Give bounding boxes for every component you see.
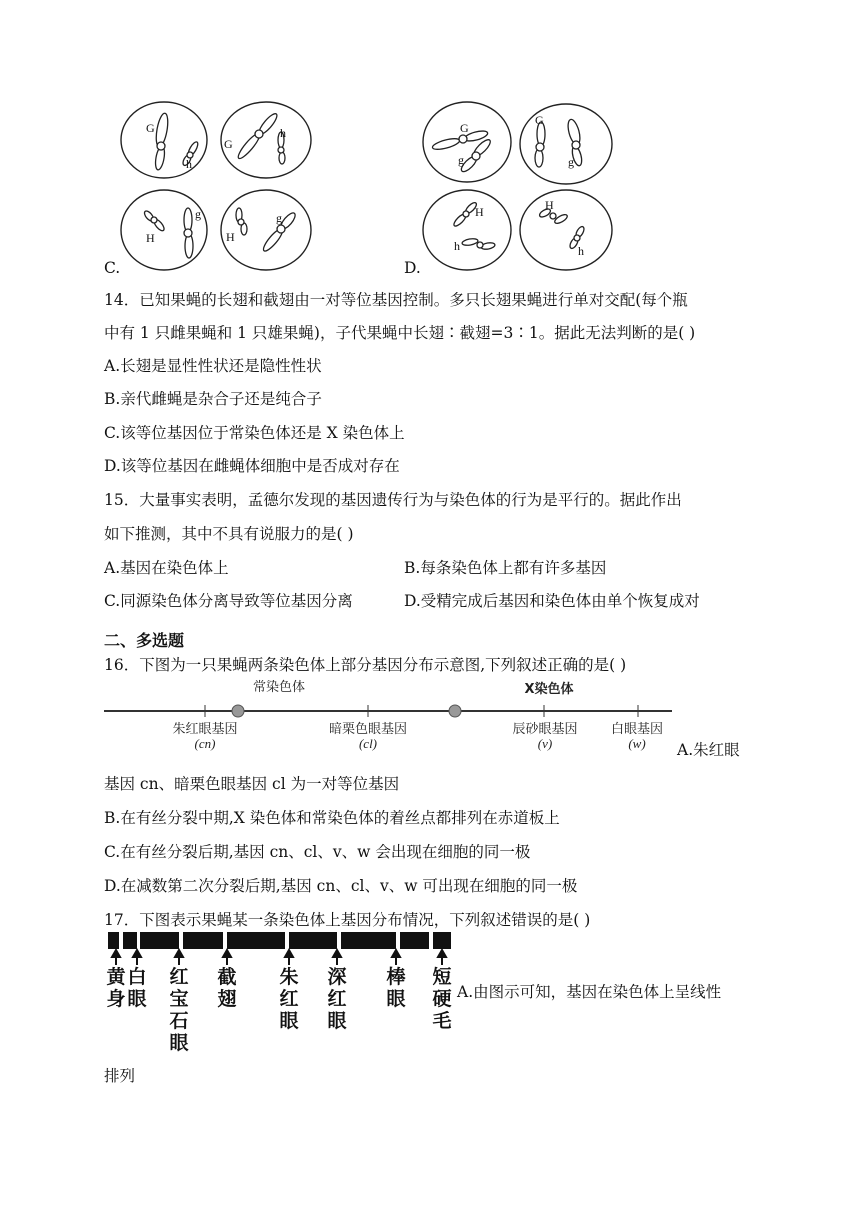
gene-label-h-lower: h bbox=[578, 244, 584, 258]
gene-label-h-lower: h bbox=[454, 239, 460, 253]
gene-label-g-upper: G bbox=[224, 137, 233, 151]
gene-label-g-upper: G bbox=[535, 113, 544, 127]
q16-option-a-part1: A.朱红眼 bbox=[677, 741, 740, 759]
q14-option-b: B.亲代雌蝇是杂合子还是纯合子 bbox=[104, 390, 322, 408]
q14-stem-line2: 中有 1 只雌果蝇和 1 只雄果蝇)，子代果蝇中长翅∶截翅=3∶1。据此无法判断的是( ) bbox=[104, 324, 696, 342]
gene-label-h-lower: h bbox=[280, 126, 286, 140]
figure-13-option-d bbox=[420, 98, 616, 274]
q14-option-a: A.长翅是显性性状还是隐性性状 bbox=[104, 357, 322, 375]
gene-w-name: 白眼基因 bbox=[610, 722, 663, 737]
gene-label-h-upper: H bbox=[226, 230, 235, 244]
gene-cn-name: 朱红眼基因 bbox=[172, 722, 238, 737]
gene-label-h-upper: H bbox=[146, 231, 155, 245]
gene-label-g-lower: g bbox=[195, 207, 201, 221]
q15-option-a: A.基因在染色体上 bbox=[104, 559, 229, 577]
q15-option-d: D.受精完成后基因和染色体由单个恢复成对 bbox=[404, 592, 700, 610]
gene-label-short-bristle: 短硬毛 bbox=[432, 966, 452, 1032]
q17-option-a-part1: A.由图示可知，基因在染色体上呈线性 bbox=[457, 983, 722, 1001]
q17-stem: 17．下图表示果蝇某一条染色体上基因分布情况，下列叙述错误的是( ) bbox=[104, 911, 591, 929]
q16-option-a-part2: 基因 cn、暗栗色眼基因 cl 为一对等位基因 bbox=[104, 775, 400, 793]
q15-stem-line1: 15．大量事实表明，孟德尔发现的基因遗传行为与染色体的行为是平行的。据此作出 bbox=[104, 491, 682, 509]
option-c-label: C. bbox=[104, 259, 121, 277]
q16-stem: 16．下图为一只果蝇两条染色体上部分基因分布示意图,下列叙述正确的是( ) bbox=[104, 656, 627, 674]
section-title: 二、多选题 bbox=[104, 631, 185, 650]
autosome-label: 常染色体 bbox=[252, 680, 305, 695]
gene-cl-name: 暗栗色眼基因 bbox=[328, 722, 407, 737]
gene-label-white-eye: 白眼 bbox=[127, 966, 147, 1010]
q16-option-d: D.在减数第二次分裂后期,基因 cn、cl、v、w 可出现在细胞的同一极 bbox=[104, 877, 578, 895]
gene-label-h-upper: H bbox=[545, 198, 554, 212]
q17-chromosome-figure bbox=[104, 930, 454, 1054]
gene-label-g-lower: g bbox=[276, 211, 282, 225]
gene-cn-symbol: (cn) bbox=[194, 736, 216, 751]
q15-option-b: B.每条染色体上都有许多基因 bbox=[404, 559, 607, 577]
option-d-label: D. bbox=[404, 259, 421, 277]
gene-label-g-lower: g bbox=[568, 155, 574, 169]
gene-label-h-lower: h bbox=[186, 157, 192, 171]
gene-label-yellow-body: 黄身 bbox=[106, 966, 126, 1010]
gene-label-g-lower: g bbox=[458, 153, 464, 167]
q15-stem-line2: 如下推测，其中不具有说服力的是( ) bbox=[104, 525, 354, 543]
q17-option-a-part2: 排列 bbox=[104, 1067, 136, 1085]
gene-cl-symbol: (cl) bbox=[358, 736, 378, 751]
q16-option-b: B.在有丝分裂中期,X 染色体和常染色体的着丝点都排列在赤道板上 bbox=[104, 809, 560, 827]
gene-label-deep-red-eye: 深红眼 bbox=[327, 966, 347, 1032]
gene-v-name: 辰砂眼基因 bbox=[512, 722, 578, 737]
q14-option-d: D.该等位基因在雌蝇体细胞中是否成对存在 bbox=[104, 457, 400, 475]
q14-stem-line1: 14．已知果蝇的长翅和截翅由一对等位基因控制。多只长翅果蝇进行单对交配(每个瓶 bbox=[104, 291, 688, 309]
gene-w-symbol: (w) bbox=[628, 736, 646, 751]
gene-label-bar-eye: 棒眼 bbox=[386, 966, 406, 1010]
q15-option-c: C.同源染色体分离导致等位基因分离 bbox=[104, 592, 353, 610]
gene-label-g-upper: G bbox=[146, 121, 155, 135]
figure-13-option-c bbox=[118, 98, 314, 274]
q16-option-c: C.在有丝分裂后期,基因 cn、cl、v、w 会出现在细胞的同一极 bbox=[104, 843, 531, 861]
gene-label-h-upper: H bbox=[475, 205, 484, 219]
gene-label-vermilion-eye: 朱红眼 bbox=[279, 966, 299, 1032]
q14-option-c: C.该等位基因位于常染色体还是 X 染色体上 bbox=[104, 424, 405, 442]
gene-label-cut-wing: 截翅 bbox=[217, 966, 237, 1010]
gene-label-g-upper: G bbox=[460, 121, 469, 135]
x-chromosome-label: X染色体 bbox=[524, 682, 574, 697]
gene-v-symbol: (v) bbox=[537, 736, 553, 751]
q16-chromosome-figure bbox=[104, 674, 674, 760]
gene-label-ruby-eye: 红宝石眼 bbox=[169, 966, 189, 1054]
